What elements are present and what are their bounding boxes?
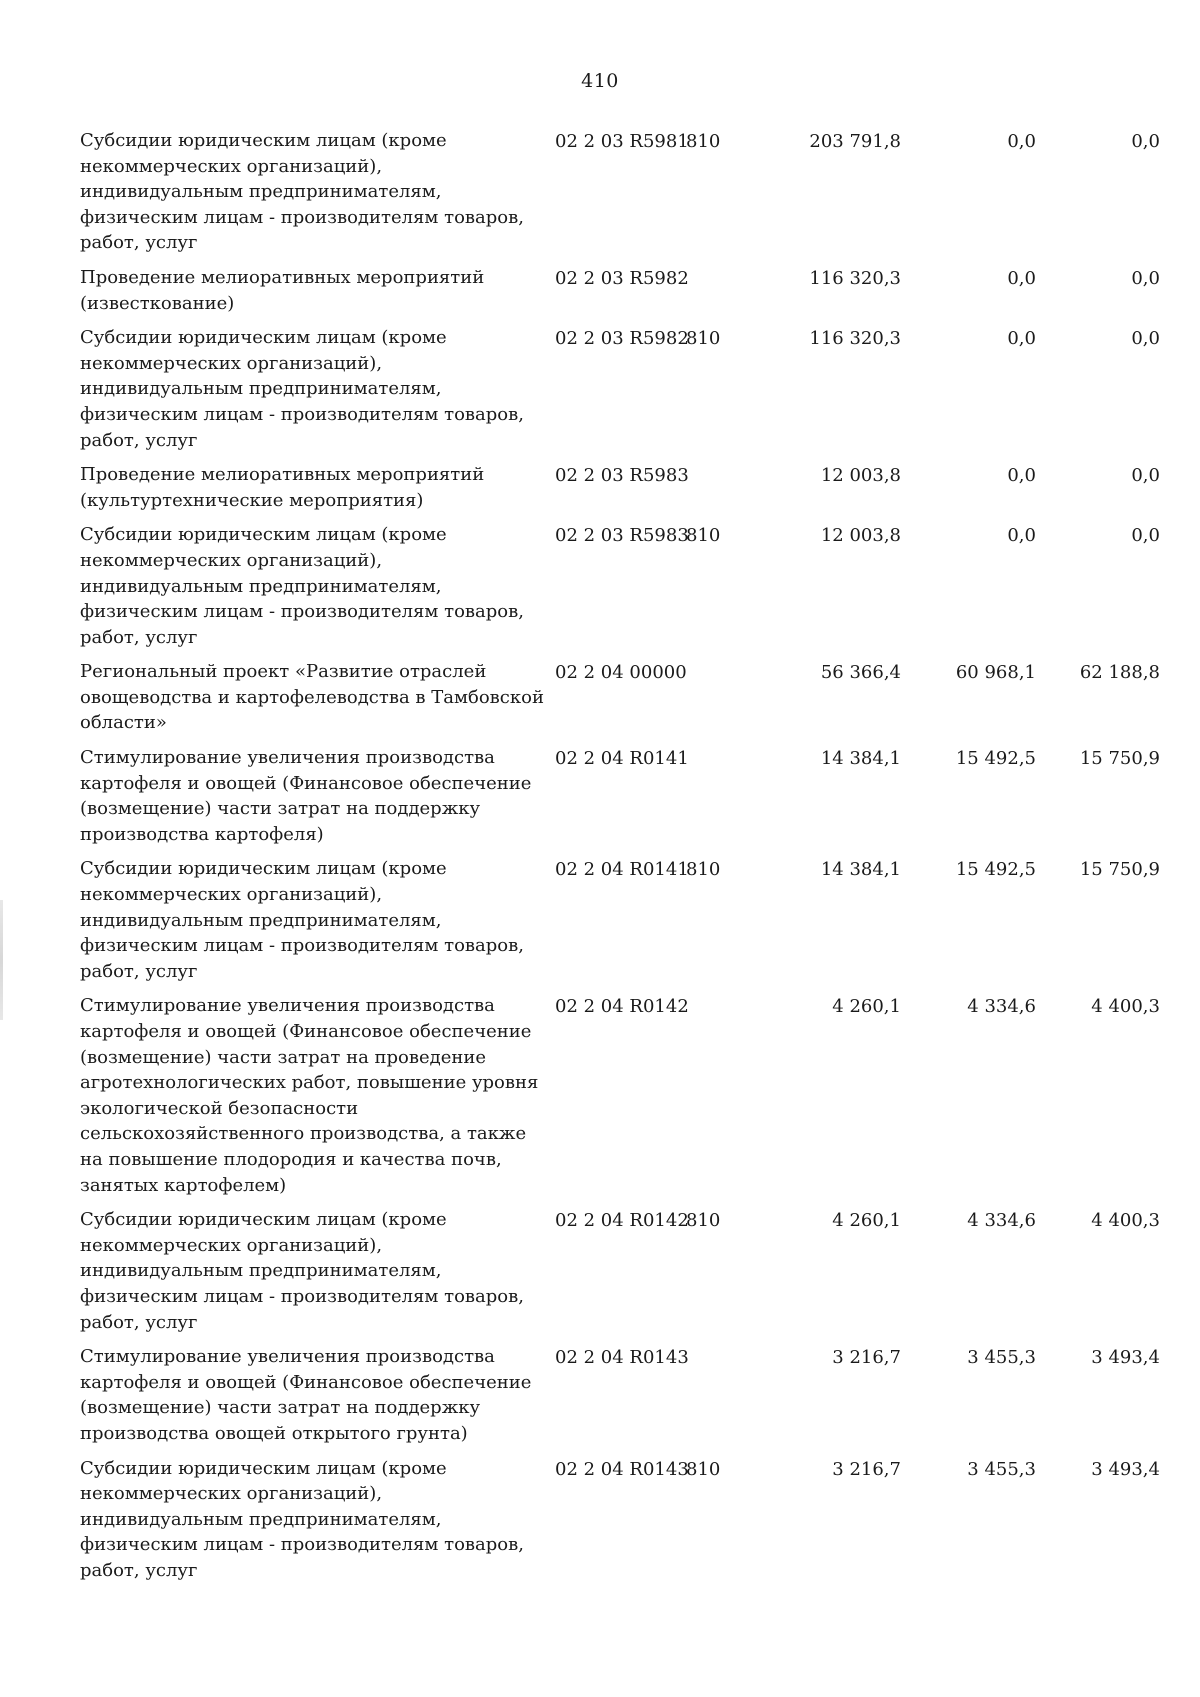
row-value-year3: 62 188,8: [1079, 662, 1160, 684]
row-value-year3: 3 493,4: [1091, 1458, 1160, 1480]
row-value-year3: 0,0: [1131, 131, 1160, 152]
row-value-year3: 0,0: [1131, 525, 1160, 547]
row-expense-type: [686, 659, 746, 660]
row-expense-type: 810: [686, 525, 721, 547]
row-expense-type: 810: [686, 1458, 721, 1480]
row-name: Стимулирование увеличения производства картофеля и овощей (Финансовое обеспечение (возмещение) части затрат на поддержку производства картофеля): [80, 747, 532, 845]
row-code: 02 2 03 R5981: [555, 131, 689, 152]
row-name: Субсидии юридическим лицам (кроме некоммерческих организаций), индивидуальным предпринимателям, физическим лицам - производителям товаров, работ, услуг: [80, 130, 524, 254]
row-expense-type: [686, 1344, 746, 1345]
row-name: Субсидии юридическим лицам (кроме некоммерческих организаций), индивидуальным предпринимателям, физическим лицам - производителям товаров, работ, услуг: [80, 1457, 524, 1581]
row-value-year3: 3 493,4: [1091, 1347, 1160, 1369]
row-value-year1: 12 003,8: [820, 465, 901, 487]
table-row: [80, 1207, 1160, 1335]
row-value-year3: 15 750,9: [1079, 859, 1160, 881]
row-code: 02 2 04 00000: [555, 662, 687, 684]
row-value-year2: 0,0: [1007, 131, 1036, 152]
row-value-year3: 0,0: [1131, 328, 1160, 350]
row-value-year2: 3 455,3: [967, 1347, 1036, 1369]
row-value-year1: 14 384,1: [820, 748, 901, 770]
row-name: Проведение мелиоративных мероприятий (культуртехнические мероприятия): [80, 464, 485, 511]
row-code: 02 2 03 R5983: [555, 465, 689, 487]
row-code: 02 2 04 R0143: [555, 1458, 689, 1480]
row-value-year3: 15 750,9: [1079, 748, 1160, 770]
table-row: [80, 993, 1160, 1198]
row-value-year1: 56 366,4: [820, 662, 901, 684]
row-value-year1: 3 216,7: [832, 1458, 901, 1480]
scan-margin-mark: [0, 900, 3, 1020]
row-value-year3: 0,0: [1131, 465, 1160, 487]
row-name: Субсидии юридическим лицам (кроме некоммерческих организаций), индивидуальным предпринимателям, физическим лицам - производителям товаров, работ, услуг: [80, 327, 524, 451]
row-code: 02 2 04 R0141: [555, 748, 689, 770]
table-row: [80, 745, 1160, 847]
row-name: Стимулирование увеличения производства картофеля и овощей (Финансовое обеспечение (возмещение) части затрат на поддержку производства овощей открытого грунта): [80, 1346, 532, 1444]
row-value-year1: 116 320,3: [809, 328, 901, 350]
row-value-year3: 4 400,3: [1091, 1210, 1160, 1232]
row-name: Субсидии юридическим лицам (кроме некоммерческих организаций), индивидуальным предпринимателям, физическим лицам - производителям товаров, работ, услуг: [80, 858, 524, 982]
row-name: Проведение мелиоративных мероприятий (известкование): [80, 266, 485, 314]
budget-table: [80, 128, 1160, 1592]
table-row: [80, 1456, 1160, 1584]
row-value-year1: 116 320,3: [809, 267, 901, 289]
row-value-year1: 12 003,8: [820, 525, 901, 547]
row-value-year2: 3 455,3: [967, 1458, 1036, 1480]
row-value-year3: 4 400,3: [1091, 996, 1160, 1018]
row-value-year2: 0,0: [1007, 465, 1036, 487]
row-name: Субсидии юридическим лицам (кроме некоммерческих организаций), индивидуальным предпринимателям, физическим лицам - производителям товаров, работ, услуг: [80, 1209, 524, 1333]
row-value-year2: 15 492,5: [955, 748, 1036, 770]
row-name: Стимулирование увеличения производства картофеля и овощей (Финансовое обеспечение (возмещение) части затрат на проведение агротехнологических работ, повышение уровня экологической безопасности сельскохозяйственного производства, а также на повышение плодородия и качества почв, занятых картофелем): [80, 995, 539, 1196]
row-expense-type: 810: [686, 328, 721, 350]
row-value-year2: 0,0: [1007, 328, 1036, 350]
table-row: [80, 128, 1160, 256]
row-expense-type: 810: [686, 131, 721, 152]
row-value-year1: 4 260,1: [832, 1210, 901, 1232]
row-value-year2: 0,0: [1007, 267, 1036, 289]
row-value-year2: 15 492,5: [955, 859, 1036, 881]
row-code: 02 2 03 R5983: [555, 525, 689, 547]
row-code: 02 2 04 R0142: [555, 1210, 689, 1232]
row-value-year1: 3 216,7: [832, 1347, 901, 1369]
row-value-year1: 203 791,8: [809, 131, 901, 152]
row-value-year2: 4 334,6: [967, 1210, 1036, 1232]
row-expense-type: [686, 265, 746, 266]
table-row: [80, 522, 1160, 650]
row-expense-type: [686, 462, 746, 463]
table-row: [80, 265, 1160, 316]
row-code: 02 2 03 R5982: [555, 328, 689, 350]
table-row: [80, 462, 1160, 513]
row-code: 02 2 04 R0143: [555, 1347, 689, 1369]
table-row: [80, 1344, 1160, 1446]
row-value-year1: 4 260,1: [832, 996, 901, 1018]
table-row: [80, 659, 1160, 736]
table-row: [80, 856, 1160, 984]
row-name: Субсидии юридическим лицам (кроме некоммерческих организаций), индивидуальным предпринимателям, физическим лицам - производителям товаров, работ, услуг: [80, 524, 524, 648]
row-value-year2: 0,0: [1007, 525, 1036, 547]
row-expense-type: 810: [686, 1210, 721, 1232]
row-value-year2: 60 968,1: [955, 662, 1036, 684]
row-expense-type: [686, 745, 746, 746]
row-expense-type: [686, 993, 746, 994]
page-number: 410: [581, 70, 619, 92]
row-code: 02 2 04 R0142: [555, 996, 689, 1018]
row-code: 02 2 03 R5982: [555, 267, 689, 289]
table-row: [80, 325, 1160, 453]
row-value-year3: 0,0: [1131, 267, 1160, 289]
row-expense-type: 810: [686, 859, 721, 881]
row-name: Региональный проект «Развитие отраслей овощеводства и картофелеводства в Тамбовской области»: [80, 661, 544, 734]
row-value-year2: 4 334,6: [967, 996, 1036, 1018]
row-code: 02 2 04 R0141: [555, 859, 689, 881]
row-value-year1: 14 384,1: [820, 859, 901, 881]
